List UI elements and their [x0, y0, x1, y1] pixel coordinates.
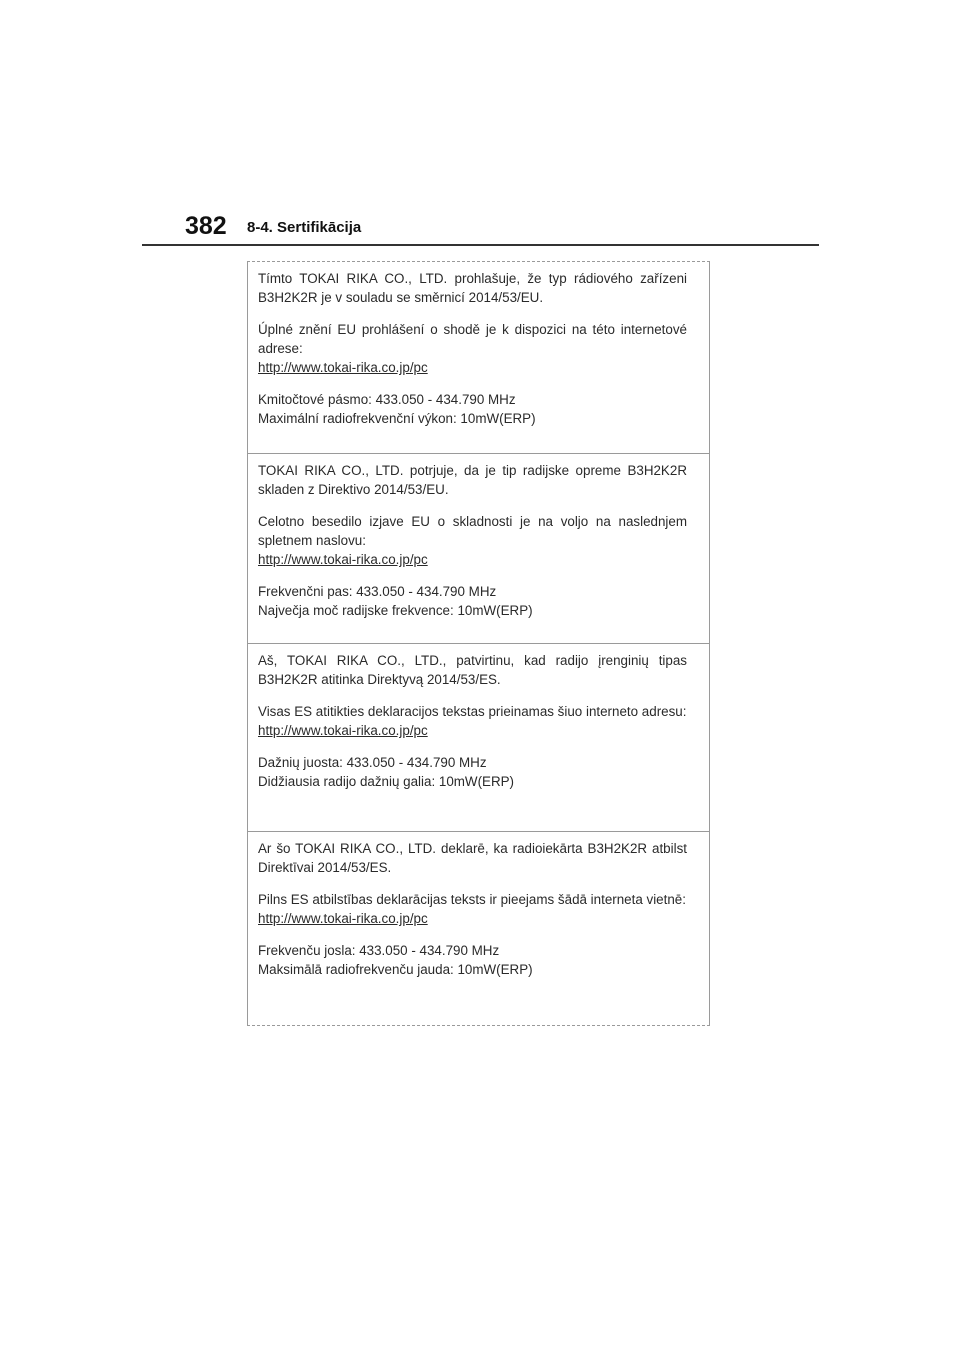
- page-number: 382: [185, 212, 227, 240]
- max-power: Največja moč radijske frekvence: 10mW(ERP): [258, 603, 533, 618]
- frequency-band: Frekvenču josla: 433.050 - 434.790 MHz: [258, 943, 500, 958]
- declaration-statement: Aš, TOKAI RIKA CO., LTD., patvirtinu, kad radijo įrenginių tipas B3H2K2R atitinka Direktyvą 2014/53/ES.: [258, 653, 687, 687]
- section-title: 8-4. Sertifikācija: [247, 219, 362, 236]
- declaration-url-link[interactable]: http://www.tokai-rika.co.jp/pc: [258, 911, 428, 926]
- max-power: Maximální radiofrekvenční výkon: 10mW(ERP): [258, 411, 536, 426]
- declaration-block-latvian: [248, 832, 709, 1025]
- declaration-statement: Tímto TOKAI RIKA CO., LTD. prohlašuje, že typ rádiového zařízeni B3H2K2R je v souladu se směrnicí 2014/53/EU.: [258, 271, 687, 305]
- declaration-availability: Úplné znění EU prohlášení o shodě je k dispozici na této internetové adrese:: [258, 322, 687, 356]
- declaration-url-link[interactable]: http://www.tokai-rika.co.jp/pc: [258, 552, 428, 567]
- declarations-box: [247, 261, 710, 1026]
- declaration-block-lithuanian: [248, 644, 709, 832]
- frequency-band: Dažnių juosta: 433.050 - 434.790 MHz: [258, 755, 487, 770]
- max-power: Maksimālā radiofrekvenču jauda: 10mW(ERP): [258, 962, 533, 977]
- declaration-block-czech: [248, 262, 709, 454]
- declaration-block-slovenian: [248, 454, 709, 644]
- header-rule: [142, 244, 819, 246]
- max-power: Didžiausia radijo dažnių galia: 10mW(ERP): [258, 774, 515, 789]
- declaration-url-link[interactable]: http://www.tokai-rika.co.jp/pc: [258, 360, 428, 375]
- declaration-availability: Celotno besedilo izjave EU o skladnosti je na voljo na naslednjem spletnem naslovu:: [258, 514, 687, 548]
- declaration-statement: TOKAI RIKA CO., LTD. potrjuje, da je tip radijske opreme B3H2K2R skladen z Direktivo 2014/53/EU.: [258, 463, 687, 497]
- frequency-band: Frekvenčni pas: 433.050 - 434.790 MHz: [258, 584, 497, 599]
- declaration-availability: Visas ES atitikties deklaracijos tekstas prieinamas šiuo interneto adresu:: [258, 704, 687, 719]
- declaration-statement: Ar šo TOKAI RIKA CO., LTD. deklarē, ka radioiekārta B3H2K2R atbilst Direktīvai 2014/53/ES.: [258, 841, 687, 875]
- declaration-url-link[interactable]: http://www.tokai-rika.co.jp/pc: [258, 723, 428, 738]
- declaration-availability: Pilns ES atbilstības deklarācijas teksts ir pieejams šādā interneta vietnē:: [258, 892, 686, 907]
- frequency-band: Kmitočtové pásmo: 433.050 - 434.790 MHz: [258, 392, 516, 407]
